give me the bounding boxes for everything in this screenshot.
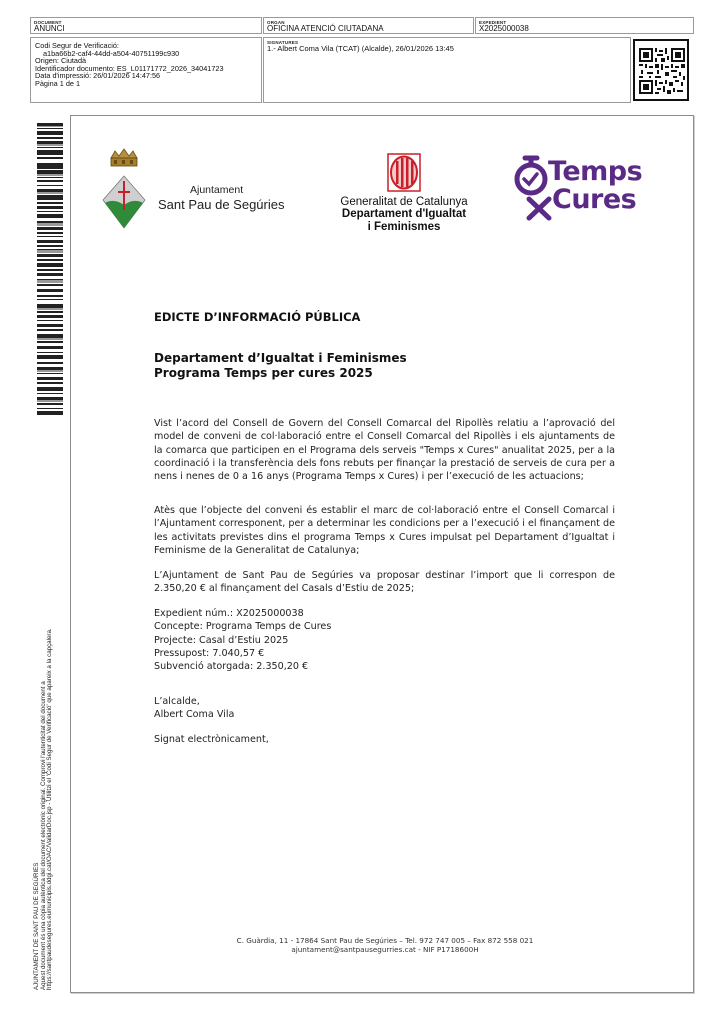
document-subtitle [154,351,407,381]
paragraph-agreement: Vist l’acord del Consell de Govern del Consell Comarcal del Ripollès relatiu a l’aprovació del model de conveni de col·laboració entre el Consell Comarcal del Ripollès i els ajuntaments de la comarca que participen en el Programa dels serveis "Temps x Cures" anualitat 2025, per a la coordinació i la transferència dels fons rebuts per finançar la prestació de serveis de cura per a nens i nenes de 0 a 16 anys (Programa Temps x Cures) i per l’execució de les actuacions; [154,418,615,483]
detail-pressupost: Pressupost: 7.040,57 € [154,647,265,659]
temps-cures-wordmark [548,158,642,214]
qr-code-icon [633,39,689,101]
expedient-box [475,17,694,34]
subtitle-program: Programa Temps per cures 2025 [154,366,373,380]
verification-box [30,37,262,103]
organ-box [263,17,474,34]
document-title: EDICTE D’INFORMACIÓ PÚBLICA [154,310,361,324]
barcode-icon [37,123,63,415]
organ-value: OFICINA ATENCIÓ CIUTADANA [267,24,384,33]
signed-electronically-note: Signat electrònicament, [154,734,269,745]
origin-text: Origen: Ciutadà [35,56,87,66]
paragraph-allocation: L’Ajuntament de Sant Pau de Segúries va proposar destinar l’import que li correspon de 2.350,20 € al finançament del Casals d’Estiu de 2025; [154,570,615,595]
document-type-box [30,17,262,34]
department-name-line2: i Feminismes [367,221,441,233]
verification-side-stamp [34,628,54,990]
detail-subvencio: Subvenció atorgada: 2.350,20 € [154,661,309,673]
verification-code-label: Codi Segur de Verificació: [35,41,119,50]
page-count: Pàgina 1 de 1 [35,78,81,88]
expedient-details [154,607,331,673]
organ-label: ORGAN [267,20,285,25]
signature-block [154,695,234,722]
expedient-value: X2025000038 [479,24,529,33]
detail-expedient: Expedient núm.: X2025000038 [154,608,304,619]
side-stamp-title: AJUNTAMENT DE SANT PAU DE SEGÚRIES [33,862,40,990]
municipality-name: Sant Pau de Segúries [158,197,285,212]
print-date: Data d'impressió: 26/01/2026 14:47:56 [35,71,161,81]
detail-concepte: Concepte: Programa Temps de Cures [154,621,332,633]
signer-name: Albert Coma Vila [154,709,235,721]
document-type-label: DOCUMENT [34,20,62,25]
signatures-box [263,37,631,103]
cures-word: Cures [552,184,637,215]
side-stamp-url: https://santpaudesegures.eumunicipis.ddgi.cat/OAC/ValidarDoc.jsp - Utilitzi el 'Codi Segur de Verificació' que apareix a la capçalera. [46,628,54,990]
document-type-value: ANUNCI [34,24,65,33]
ajuntament-wordmark [158,183,284,213]
expedient-label: EXPEDIENT [479,20,507,25]
side-stamp-authenticity: Aquest document és una còpia autèntica del document electrònic original. Comprovi l'autenticitat del document a [39,681,47,990]
ajuntament-label: Ajuntament [190,184,244,196]
page-footer [200,936,570,954]
signature-entry: 1.- Albert Coma Vila (TCAT) (Alcalde), 26/01/2026 13:45 [267,44,454,53]
document-identifier: Identificador documento: ES_L01171772_2026_34041723 [35,63,224,73]
subtitle-department: Departament d’Igualtat i Feminismes [154,351,407,365]
generalitat-emblem-icon [387,153,421,192]
verification-code: a1ba66b2-caf4-44dd-a504-40751199c930 [43,48,180,58]
generalitat-wordmark [322,196,486,234]
footer-address: C. Guàrdia, 11 - 17864 Sant Pau de Segúries – Tel. 972 747 005 – Fax 872 558 021 [236,936,534,945]
footer-contact: ajuntament@santpausegurries.cat - NIF P1718600H [291,945,479,954]
paragraph-objective: Atès que l’objecte del conveni és establir el marc de col·laboració entre el Consell Comarcal i l’Ajuntament corresponent, per a determinar les condicions per a l’execució i el finançament de les activitats previstes dins el programa Temps x Cures impulsat pel Departament d’Igualtat i Feminisme de la Generalitat de Catalunya; [154,505,615,556]
department-name-line1: Departament d'Igualtat [341,208,467,220]
detail-projecte: Projecte: Casal d’Estiu 2025 [154,634,289,646]
signer-role: L’alcalde, [154,696,200,707]
temps-word: Temps [548,156,643,187]
signatures-label: SIGNATURES [267,40,299,45]
generalitat-name: Generalitat de Catalunya [340,196,468,208]
